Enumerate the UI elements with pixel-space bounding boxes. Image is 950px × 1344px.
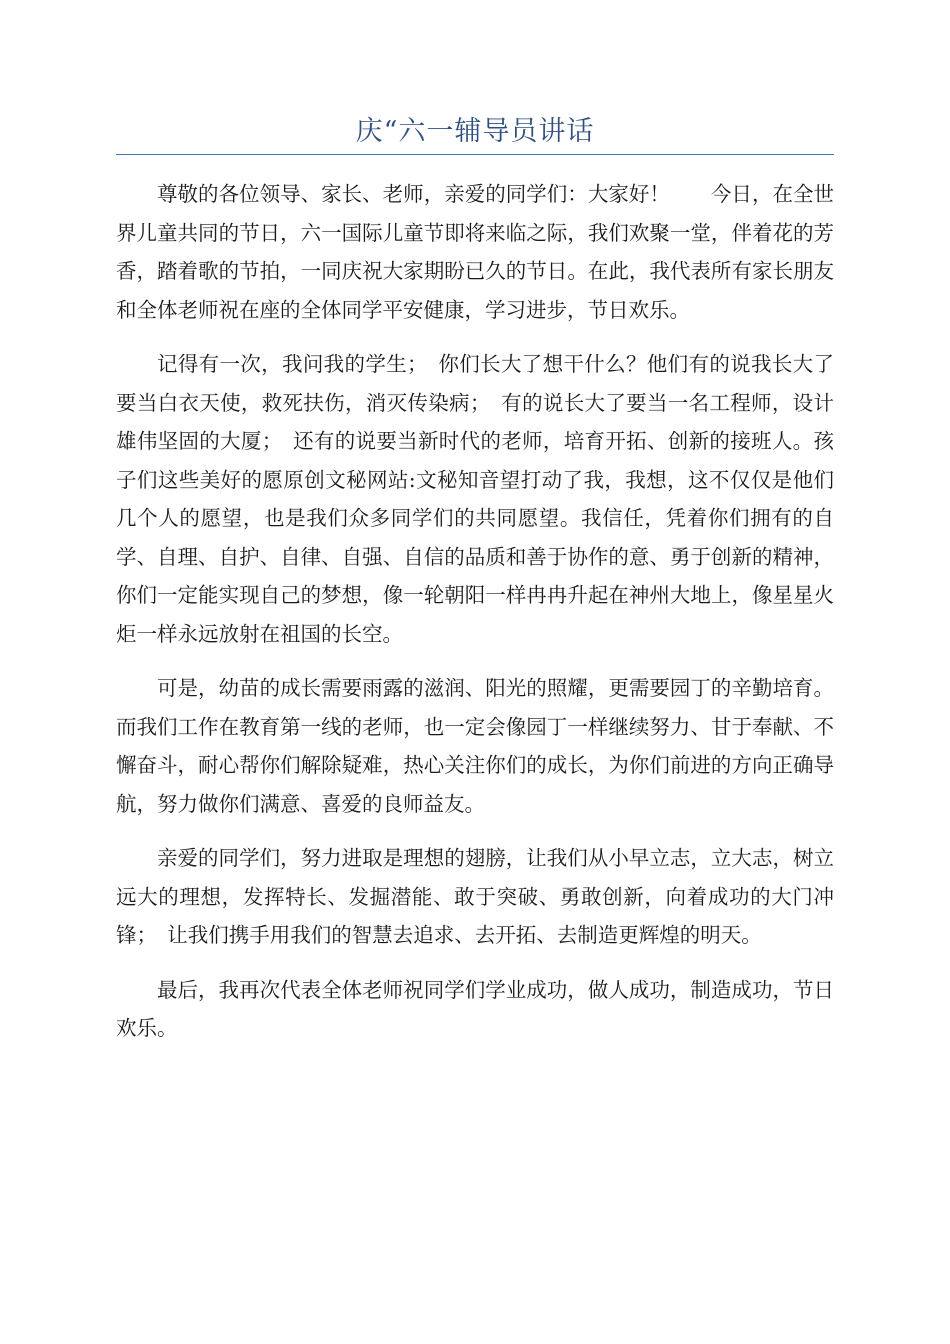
document-body bbox=[116, 175, 834, 1064]
paragraph-1: 尊敬的各位领导、家长、老师，亲爱的同学们：大家好！ 今日，在全世界儿童共同的节日，六一国际儿童节即将来临之际，我们欢聚一堂，伴着花的芳香，踏着歌的节拍，一同庆祝大家期盼已久的节日。在此，我代表所有家长朋友和全体老师祝在座的全体同学平安健康，学习进步，节日欢乐。 bbox=[116, 182, 834, 322]
paragraph-4: 亲爱的同学们，努力进取是理想的翅膀，让我们从小早立志，立大志，树立远大的理想，发挥特长、发掘潜能、敢于突破、勇敢创新，向着成功的大门冲锋； 让我们携手用我们的智慧去追求、去开拓、去制造更辉煌的明天。 bbox=[116, 846, 834, 947]
paragraph-5: 最后，我再次代表全体老师祝同学们学业成功，做人成功，制造成功，节日欢乐。 bbox=[116, 977, 834, 1040]
paragraph-3: 可是，幼苗的成长需要雨露的滋润、阳光的照耀，更需要园丁的辛勤培育。而我们工作在教育第一线的老师，也一定会像园丁一样继续努力、甘于奉献、不懈奋斗，耐心帮你们解除疑难，热心关注你们的成长，为你们前进的方向正确导航，努力做你们满意、喜爱的良师益友。 bbox=[116, 676, 834, 816]
paragraph-2: 记得有一次，我问我的学生； 你们长大了想干什么？他们有的说我长大了要当白衣天使，救死扶伤，消灭传染病； 有的说长大了要当一名工程师，设计雄伟坚固的大厦； 还有的说要当新时代的老师，培育开拓、创新的接班人。孩子们这些美好的愿原创文秘网站:文秘知音望打动了我，我想，这不仅仅是他们几个人的愿望，也是我们众多同学们的共同愿望。我信任，凭着你们拥有的自学、自理、自护、自律、自强、自信的品质和善于协作的意、勇于创新的精神，你们一定能实现自己的梦想，像一轮朝阳一样冉冉升起在神州大地上，像星星火炬一样永远放射在祖国的长空。 bbox=[116, 352, 834, 646]
document-title: 庆“六一辅导员讲话 bbox=[355, 116, 595, 147]
title-underline bbox=[116, 154, 834, 155]
